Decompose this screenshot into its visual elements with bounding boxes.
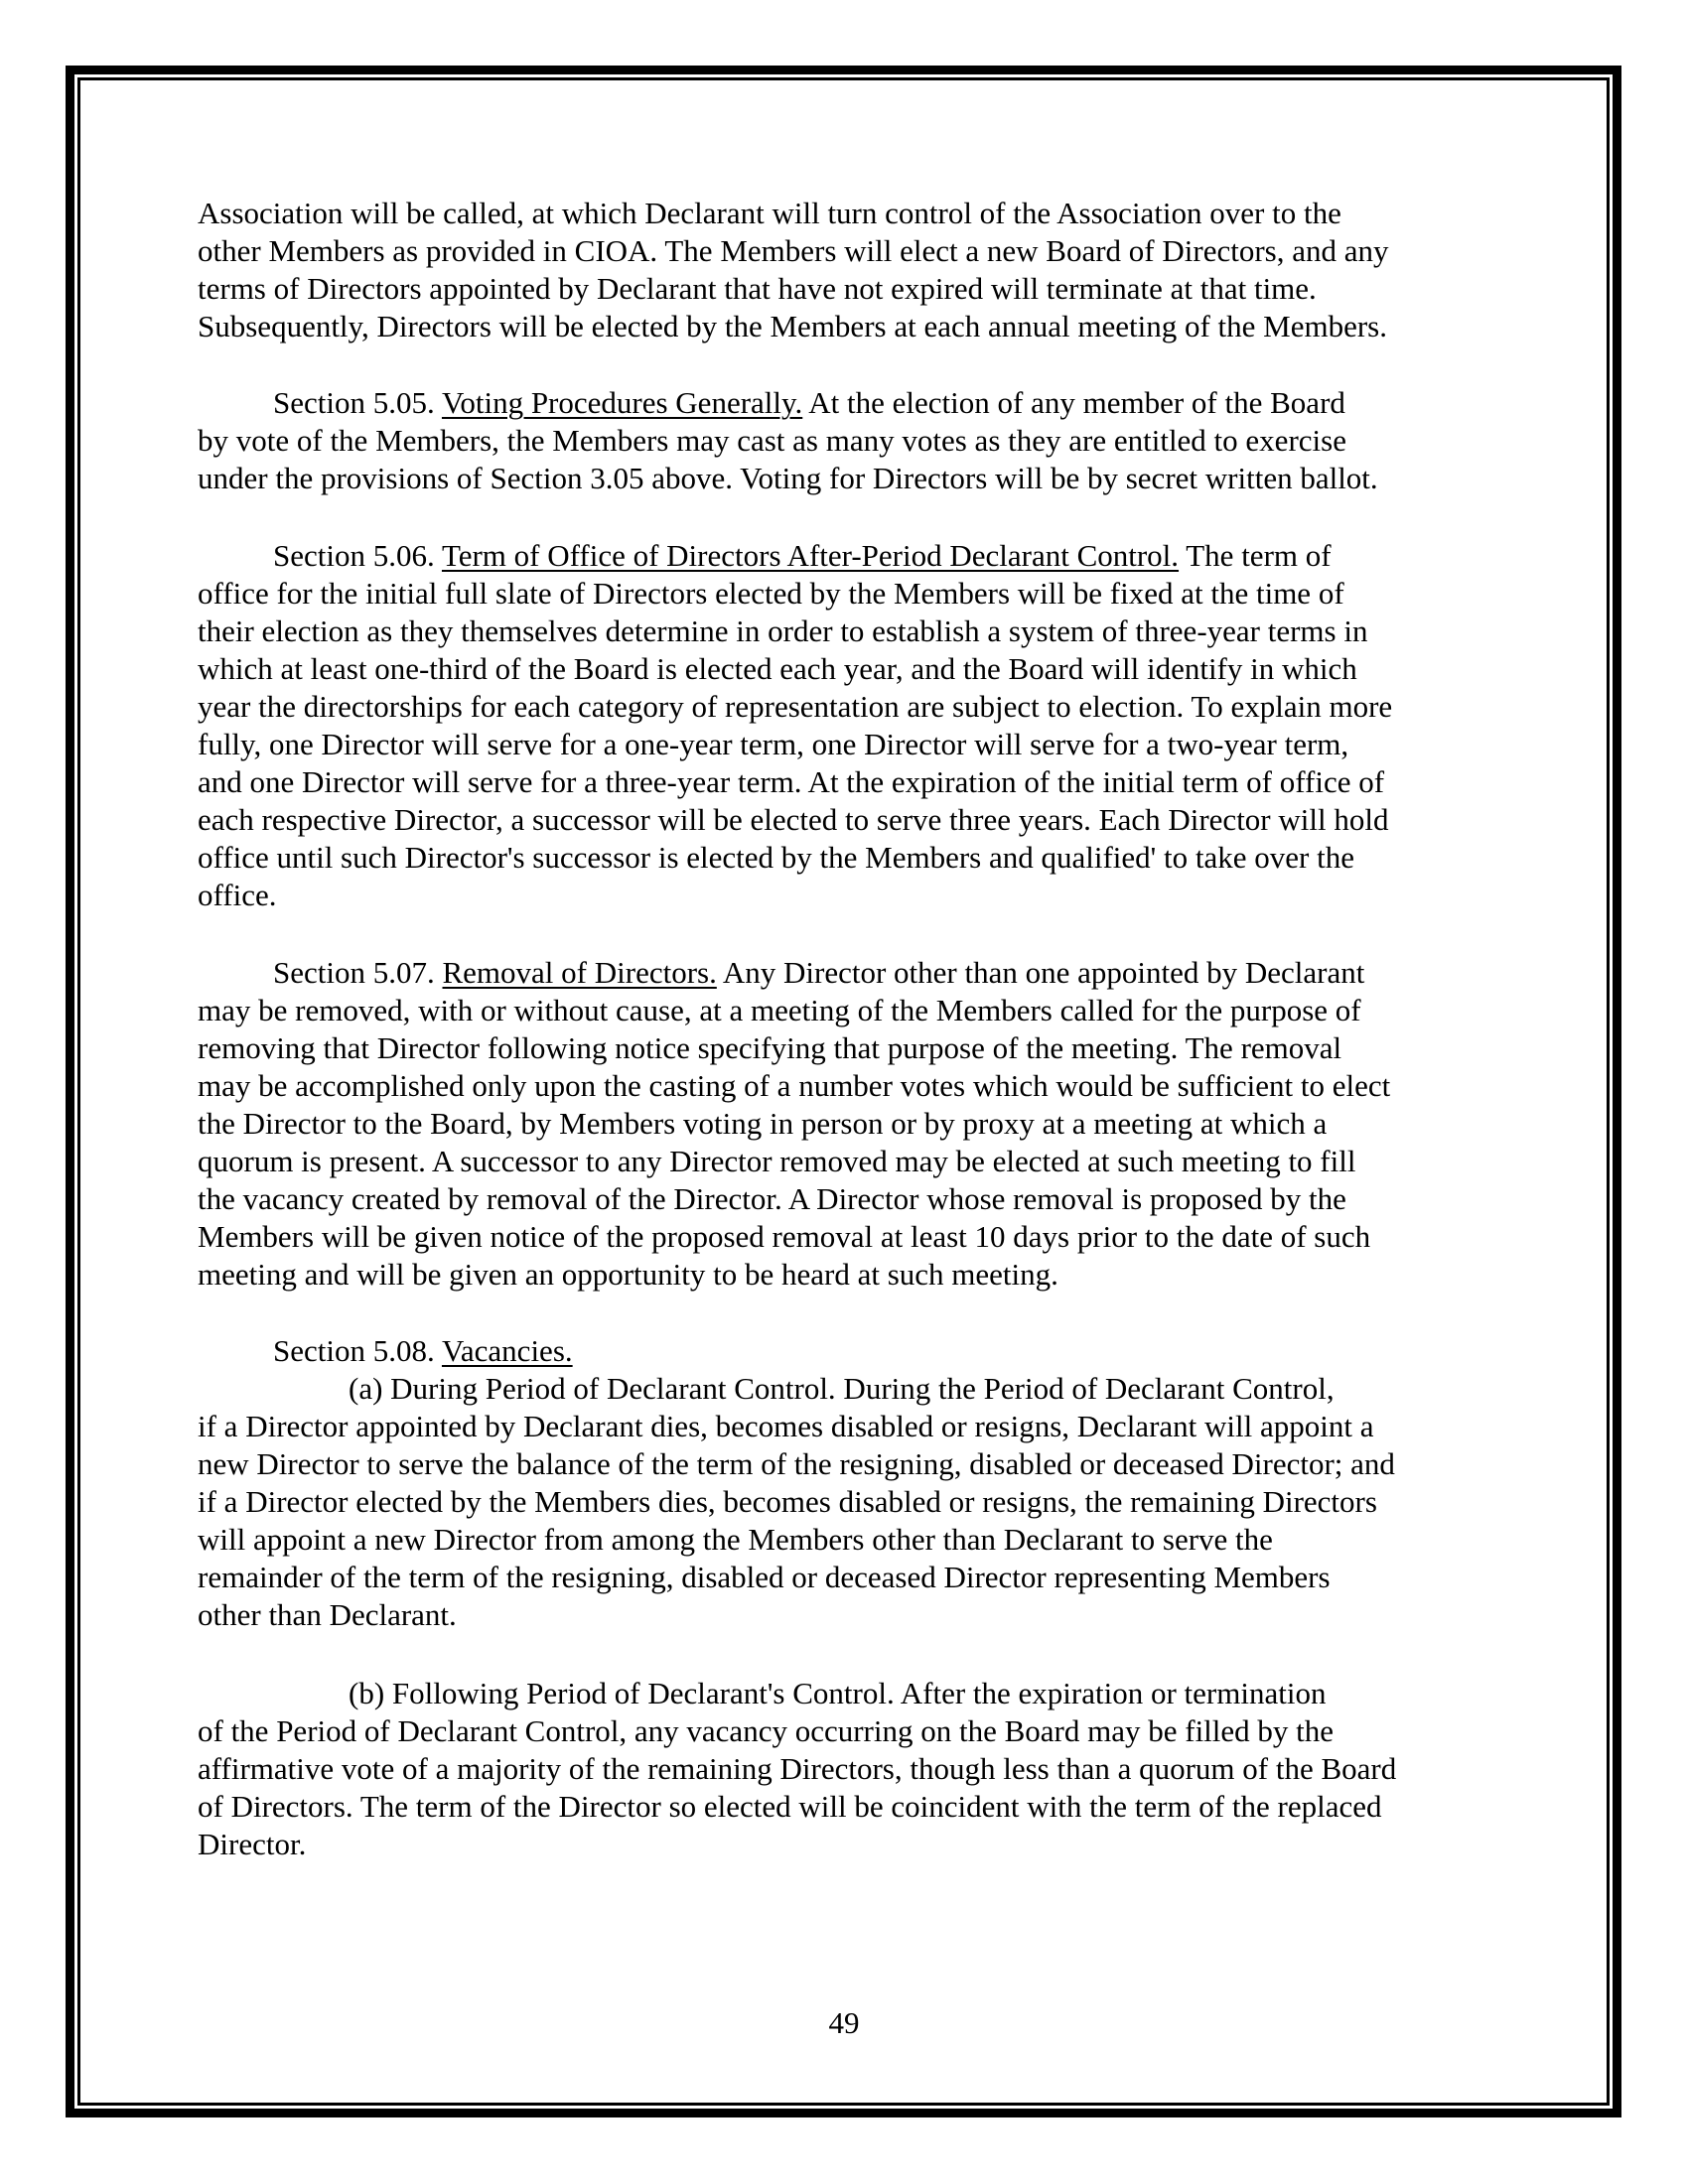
text-line: of Directors. The term of the Director so elected will be coincident with the term of the replaced xyxy=(198,1789,1382,1824)
text-line: removing that Director following notice specifying that purpose of the meeting. The removal xyxy=(198,1030,1342,1065)
text-line: Association will be called, at which Declarant will turn control of the Association over to the xyxy=(198,196,1341,230)
subsection-first-line: (b) Following Period of Declarant's Control. After the expiration or termination xyxy=(349,1676,1327,1710)
section-number: Section 5.06. xyxy=(273,538,435,573)
section-title: Voting Procedures Generally. xyxy=(441,385,803,420)
text-line: Subsequently, Directors will be elected by the Members at each annual meeting of the Members. xyxy=(198,309,1387,343)
section-title: Term of Office of Directors After-Period Declarant Control. xyxy=(441,538,1180,573)
section-title: Vacancies. xyxy=(441,1333,573,1368)
section-number: Section 5.08. xyxy=(273,1333,435,1368)
section-heading-line xyxy=(273,537,1332,575)
text-line: may be accomplished only upon the casting of a number votes which would be sufficient to elect xyxy=(198,1068,1391,1103)
section-heading-line xyxy=(273,1332,573,1370)
text-line: office. xyxy=(198,878,277,912)
text-line: their election as they themselves determine in order to establish a system of three-year terms in xyxy=(198,614,1368,648)
text-line: may be removed, with or without cause, at a meeting of the Members called for the purpose of xyxy=(198,993,1361,1027)
text-line: of the Period of Declarant Control, any vacancy occurring on the Board may be filled by the xyxy=(198,1713,1335,1748)
section-heading-line xyxy=(273,954,1364,992)
section-text: The term of xyxy=(1186,538,1332,573)
text-line: if a Director appointed by Declarant dies, becomes disabled or resigns, Declarant will appoint a xyxy=(198,1409,1374,1443)
text-line: and one Director will serve for a three-year term. At the expiration of the initial term of office of xyxy=(198,764,1385,799)
section-text: Any Director other than one appointed by Declarant xyxy=(722,955,1365,990)
text-line: Members will be given notice of the proposed removal at least 10 days prior to the date of such xyxy=(198,1219,1371,1254)
text-line: if a Director elected by the Members dies, becomes disabled or resigns, the remaining Directors xyxy=(198,1484,1377,1519)
section-text: At the election of any member of the Board xyxy=(808,385,1345,420)
text-line: under the provisions of Section 3.05 above. Voting for Directors will be by secret written ballot. xyxy=(198,461,1378,495)
text-line: fully, one Director will serve for a one-year term, one Director will serve for a two-year term, xyxy=(198,727,1349,761)
section-number: Section 5.07. xyxy=(273,955,435,990)
text-line: the Director to the Board, by Members voting in person or by proxy at a meeting at which a xyxy=(198,1106,1328,1141)
page-number: 49 xyxy=(828,2005,860,2040)
text-line: quorum is present. A successor to any Director removed may be elected at such meeting to fill xyxy=(198,1144,1356,1178)
text-line: year the directorships for each category of representation are subject to election. To explain more xyxy=(198,689,1393,724)
text-line: affirmative vote of a majority of the remaining Directors, though less than a quorum of the Board xyxy=(198,1751,1397,1786)
section-title: Removal of Directors. xyxy=(442,955,717,990)
text-line: office for the initial full slate of Directors elected by the Members will be fixed at the time of xyxy=(198,576,1344,611)
text-line: each respective Director, a successor will be elected to serve three years. Each Director will hold xyxy=(198,802,1389,837)
text-line: remainder of the term of the resigning, disabled or deceased Director representing Members xyxy=(198,1560,1331,1594)
text-line: other Members as provided in CIOA. The Members will elect a new Board of Directors, and any xyxy=(198,233,1389,268)
subsection-first-line: (a) During Period of Declarant Control. During the Period of Declarant Control, xyxy=(349,1371,1335,1406)
text-line: other than Declarant. xyxy=(198,1597,457,1632)
text-line: meeting and will be given an opportunity to be heard at such meeting. xyxy=(198,1257,1058,1292)
text-line: which at least one-third of the Board is elected each year, and the Board will identify in which xyxy=(198,651,1357,686)
text-line: terms of Directors appointed by Declarant that have not expired will terminate at that time. xyxy=(198,271,1317,306)
section-heading-line xyxy=(273,384,1345,422)
text-line: new Director to serve the balance of the term of the resigning, disabled or deceased Director; and xyxy=(198,1446,1395,1481)
text-line: Director. xyxy=(198,1827,307,1861)
section-number: Section 5.05. xyxy=(273,385,435,420)
text-line: will appoint a new Director from among the Members other than Declarant to serve the xyxy=(198,1522,1273,1557)
text-line: office until such Director's successor is elected by the Members and qualified' to take over the xyxy=(198,840,1354,875)
text-line: the vacancy created by removal of the Director. A Director whose removal is proposed by the xyxy=(198,1181,1346,1216)
text-line: by vote of the Members, the Members may cast as many votes as they are entitled to exercise xyxy=(198,423,1346,458)
